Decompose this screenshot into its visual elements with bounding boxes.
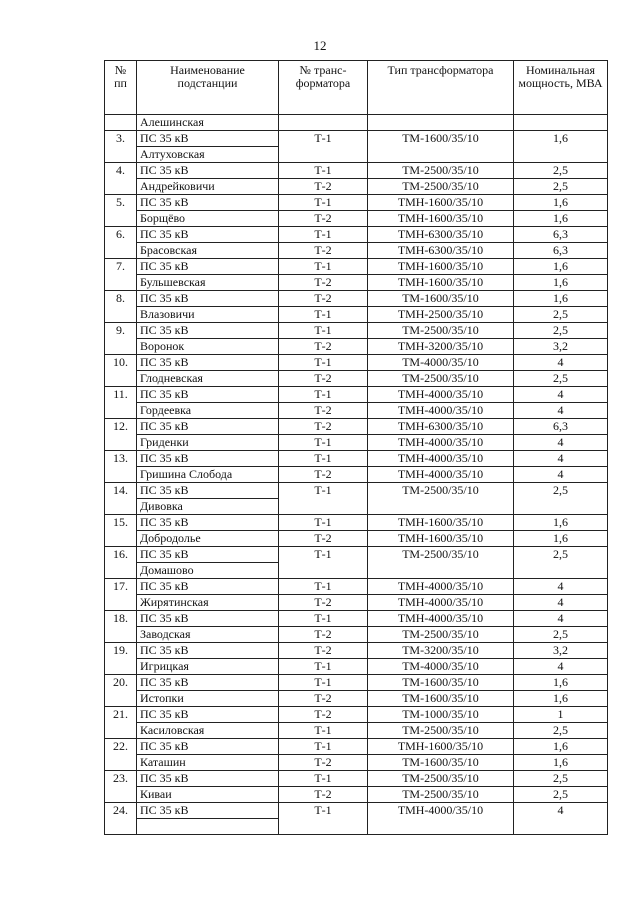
cell-transformer-type: ТМН-3200/35/10: [368, 339, 514, 355]
cell-transformer-type: ТМ-4000/35/10: [368, 355, 514, 371]
table-row: [105, 755, 608, 771]
cell-transformer-type: ТМН-1600/35/10: [368, 275, 514, 291]
cell-substation-type: ПС 35 кВ: [137, 355, 279, 371]
cell-rated-power: 6,3: [514, 419, 608, 435]
cell-transformer-number: Т-1: [279, 387, 368, 403]
table-row: [105, 243, 608, 259]
cell-transformer-number: [279, 115, 368, 131]
cell-number: 19.: [105, 643, 137, 675]
table-row: [105, 163, 608, 179]
table-row: [105, 531, 608, 547]
cell-rated-power: 3,2: [514, 339, 608, 355]
cell-rated-power: 2,5: [514, 323, 608, 339]
cell-rated-power: 1,6: [514, 531, 608, 547]
table-header-row: [105, 61, 608, 115]
cell-rated-power: 1,6: [514, 755, 608, 771]
cell-transformer-type: ТМ-1600/35/10: [368, 755, 514, 771]
cell-transformer-number: Т-1: [279, 771, 368, 787]
cell-number: 16.: [105, 547, 137, 579]
cell-transformer-type: ТМН-4000/35/10: [368, 467, 514, 483]
cell-transformer-type: ТМ-2500/35/10: [368, 163, 514, 179]
substation-table: [104, 60, 608, 835]
cell-substation-name: Гришина Слобода: [137, 467, 279, 483]
table-row: [105, 179, 608, 195]
table-row: [105, 547, 608, 563]
table-row: [105, 371, 608, 387]
cell-substation-name: Истопки: [137, 691, 279, 707]
cell-substation-type: ПС 35 кВ: [137, 611, 279, 627]
cell-transformer-number: Т-1: [279, 723, 368, 739]
table-row: [105, 611, 608, 627]
cell-transformer-type: ТМ-2500/35/10: [368, 787, 514, 803]
cell-transformer-number: Т-1: [279, 515, 368, 531]
cell-transformer-number: Т-1: [279, 803, 368, 835]
cell-rated-power: 1,6: [514, 515, 608, 531]
table-row: [105, 643, 608, 659]
table-row: [105, 291, 608, 307]
cell-transformer-number: Т-2: [279, 643, 368, 659]
cell-substation-name: Каташин: [137, 755, 279, 771]
cell-transformer-number: Т-1: [279, 675, 368, 691]
cell-substation-name: Воронок: [137, 339, 279, 355]
cell-number: 21.: [105, 707, 137, 739]
cell-number: 12.: [105, 419, 137, 451]
header-transformer-number: № транс-форматора: [279, 61, 368, 115]
cell-transformer-type: ТМ-4000/35/10: [368, 659, 514, 675]
cell-substation-type: ПС 35 кВ: [137, 419, 279, 435]
cell-rated-power: [514, 115, 608, 131]
cell-transformer-number: Т-1: [279, 163, 368, 179]
cell-number: 14.: [105, 483, 137, 515]
table-row: [105, 707, 608, 723]
table-row: [105, 675, 608, 691]
cell-number: 10.: [105, 355, 137, 387]
cell-transformer-type: ТМН-4000/35/10: [368, 387, 514, 403]
cell-transformer-type: ТМН-4000/35/10: [368, 435, 514, 451]
cell-transformer-number: Т-1: [279, 451, 368, 467]
table-row: [105, 787, 608, 803]
cell-substation-name: Брасовская: [137, 243, 279, 259]
cell-transformer-number: Т-1: [279, 547, 368, 579]
cell-substation-name: Гриденки: [137, 435, 279, 451]
cell-transformer-type: ТМ-3200/35/10: [368, 643, 514, 659]
table-row: [105, 451, 608, 467]
cell-rated-power: 2,5: [514, 483, 608, 515]
cell-transformer-type: ТМН-4000/35/10: [368, 451, 514, 467]
header-substation-name: Наименование подстанции: [137, 61, 279, 115]
cell-rated-power: 2,5: [514, 179, 608, 195]
cell-transformer-type: ТМН-4000/35/10: [368, 403, 514, 419]
cell-substation-name: Дивовка: [137, 499, 279, 515]
cell-transformer-type: ТМ-2500/35/10: [368, 771, 514, 787]
cell-transformer-type: ТМН-4000/35/10: [368, 611, 514, 627]
cell-transformer-type: ТМН-1600/35/10: [368, 211, 514, 227]
cell-transformer-number: Т-1: [279, 227, 368, 243]
cell-substation-type: ПС 35 кВ: [137, 291, 279, 307]
cell-transformer-type: ТМ-2500/35/10: [368, 371, 514, 387]
cell-substation-type: ПС 35 кВ: [137, 643, 279, 659]
cell-transformer-number: Т-2: [279, 339, 368, 355]
cell-transformer-number: Т-2: [279, 371, 368, 387]
cell-number: 3.: [105, 131, 137, 163]
cell-transformer-type: ТМ-1600/35/10: [368, 131, 514, 163]
cell-rated-power: 1,6: [514, 131, 608, 163]
cell-transformer-number: Т-2: [279, 467, 368, 483]
cell-rated-power: 4: [514, 355, 608, 371]
cell-substation-type: ПС 35 кВ: [137, 707, 279, 723]
cell-transformer-type: ТМН-6300/35/10: [368, 227, 514, 243]
cell-substation-type: ПС 35 кВ: [137, 259, 279, 275]
cell-rated-power: 4: [514, 803, 608, 835]
cell-substation-name: Игрицкая: [137, 659, 279, 675]
cell-number: 4.: [105, 163, 137, 195]
cell-substation-name: Заводская: [137, 627, 279, 643]
cell-transformer-type: ТМ-2500/35/10: [368, 323, 514, 339]
cell-transformer-type: ТМН-2500/35/10: [368, 307, 514, 323]
cell-rated-power: 4: [514, 611, 608, 627]
cell-transformer-number: Т-2: [279, 291, 368, 307]
cell-substation-type: ПС 35 кВ: [137, 387, 279, 403]
cell-substation-type: ПС 35 кВ: [137, 803, 279, 819]
cell-transformer-type: ТМ-2500/35/10: [368, 547, 514, 579]
table-row: [105, 195, 608, 211]
cell-rated-power: 2,5: [514, 371, 608, 387]
cell-transformer-number: Т-1: [279, 195, 368, 211]
cell-rated-power: 6,3: [514, 227, 608, 243]
cell-rated-power: 2,5: [514, 627, 608, 643]
cell-transformer-type: ТМН-1600/35/10: [368, 531, 514, 547]
cell-substation-name: Андрейковичи: [137, 179, 279, 195]
cell-substation-name: Алтуховская: [137, 147, 279, 163]
cell-substation-name: Киваи: [137, 787, 279, 803]
cell-transformer-number: Т-2: [279, 275, 368, 291]
cell-substation-type: ПС 35 кВ: [137, 451, 279, 467]
cell-transformer-number: Т-2: [279, 179, 368, 195]
cell-substation-name: Домашово: [137, 563, 279, 579]
cell-rated-power: 2,5: [514, 547, 608, 579]
cell-transformer-type: ТМ-1000/35/10: [368, 707, 514, 723]
cell-transformer-number: Т-2: [279, 787, 368, 803]
header-number: № пп: [105, 61, 137, 115]
cell-transformer-type: ТМ-2500/35/10: [368, 179, 514, 195]
table-row: [105, 515, 608, 531]
cell-transformer-type: ТМН-1600/35/10: [368, 259, 514, 275]
cell-transformer-type: ТМН-4000/35/10: [368, 579, 514, 595]
table-row: [105, 723, 608, 739]
cell-transformer-type: ТМ-2500/35/10: [368, 723, 514, 739]
table-row: [105, 403, 608, 419]
table-row: [105, 659, 608, 675]
cell-substation-type: ПС 35 кВ: [137, 323, 279, 339]
cell-rated-power: 2,5: [514, 771, 608, 787]
cell-rated-power: 1,6: [514, 211, 608, 227]
table-row: [105, 627, 608, 643]
cell-substation-type: ПС 35 кВ: [137, 483, 279, 499]
cell-transformer-number: Т-1: [279, 355, 368, 371]
cell-substation-type: ПС 35 кВ: [137, 739, 279, 755]
cell-transformer-number: Т-2: [279, 531, 368, 547]
cell-transformer-number: Т-2: [279, 755, 368, 771]
header-rated-power: Номинальная мощность, МВА: [514, 61, 608, 115]
cell-substation-type: ПС 35 кВ: [137, 771, 279, 787]
cell-transformer-number: Т-1: [279, 435, 368, 451]
table-row: [105, 323, 608, 339]
table-row: [105, 483, 608, 499]
cell-substation-name: Влазовичи: [137, 307, 279, 323]
cell-transformer-type: ТМ-1600/35/10: [368, 291, 514, 307]
cell-transformer-number: Т-1: [279, 579, 368, 595]
cell-rated-power: 1,6: [514, 739, 608, 755]
cell-transformer-number: Т-2: [279, 595, 368, 611]
cell-rated-power: 3,2: [514, 643, 608, 659]
header-transformer-type: Тип трансформатора: [368, 61, 514, 115]
cell-transformer-type: ТМН-4000/35/10: [368, 803, 514, 835]
cell-number: 24.: [105, 803, 137, 835]
page-number: 12: [313, 38, 327, 53]
cell-rated-power: 1,6: [514, 195, 608, 211]
cell-transformer-number: Т-1: [279, 739, 368, 755]
cell-rated-power: 1,6: [514, 275, 608, 291]
table-row: [105, 355, 608, 371]
table-row: [105, 211, 608, 227]
cell-rated-power: 4: [514, 579, 608, 595]
cell-rated-power: 2,5: [514, 307, 608, 323]
table-row: [105, 803, 608, 819]
table-row: [105, 227, 608, 243]
cell-number: 20.: [105, 675, 137, 707]
cell-transformer-number: Т-1: [279, 323, 368, 339]
cell-rated-power: 4: [514, 435, 608, 451]
table-row: [105, 435, 608, 451]
cell-substation-name: Гордеевка: [137, 403, 279, 419]
cell-substation-name: Глодневская: [137, 371, 279, 387]
cell-substation-name: Касиловская: [137, 723, 279, 739]
cell-rated-power: 1,6: [514, 291, 608, 307]
cell-transformer-type: ТМН-4000/35/10: [368, 595, 514, 611]
cell-transformer-type: [368, 115, 514, 131]
cell-number: 8.: [105, 291, 137, 323]
cell-transformer-type: ТМ-2500/35/10: [368, 627, 514, 643]
cell-rated-power: 1: [514, 707, 608, 723]
table-row: [105, 771, 608, 787]
cell-transformer-type: ТМН-1600/35/10: [368, 515, 514, 531]
table-row: [105, 467, 608, 483]
cell-number: 9.: [105, 323, 137, 355]
cell-substation-name: Жирятинская: [137, 595, 279, 611]
cell-substation-type: ПС 35 кВ: [137, 547, 279, 563]
cell-substation-type: ПС 35 кВ: [137, 163, 279, 179]
table-row: [105, 579, 608, 595]
cell-substation-type: ПС 35 кВ: [137, 675, 279, 691]
cell-rated-power: 6,3: [514, 243, 608, 259]
cell-substation-type: ПС 35 кВ: [137, 131, 279, 147]
table-row: [105, 595, 608, 611]
cell-substation-name: [137, 819, 279, 835]
table-row: [105, 259, 608, 275]
cell-transformer-number: Т-2: [279, 707, 368, 723]
cell-number: [105, 115, 137, 131]
cell-substation-type: ПС 35 кВ: [137, 195, 279, 211]
cell-transformer-number: Т-1: [279, 259, 368, 275]
table-row: [105, 419, 608, 435]
cell-rated-power: 4: [514, 403, 608, 419]
table-row: [105, 307, 608, 323]
cell-substation-type: ПС 35 кВ: [137, 579, 279, 595]
cell-transformer-number: Т-2: [279, 627, 368, 643]
cell-rated-power: 2,5: [514, 163, 608, 179]
cell-rated-power: 4: [514, 595, 608, 611]
cell-transformer-type: ТМН-1600/35/10: [368, 739, 514, 755]
cell-transformer-number: Т-2: [279, 419, 368, 435]
cell-transformer-type: ТМ-1600/35/10: [368, 691, 514, 707]
cell-transformer-number: Т-2: [279, 403, 368, 419]
cell-transformer-number: Т-1: [279, 483, 368, 515]
cell-transformer-number: Т-2: [279, 243, 368, 259]
cell-rated-power: 4: [514, 451, 608, 467]
cell-transformer-number: Т-1: [279, 307, 368, 323]
cell-transformer-type: ТМ-2500/35/10: [368, 483, 514, 515]
cell-transformer-number: Т-1: [279, 131, 368, 163]
cell-number: 7.: [105, 259, 137, 291]
cell-number: 18.: [105, 611, 137, 643]
table-row: [105, 739, 608, 755]
table-row: [105, 387, 608, 403]
cell-rated-power: 2,5: [514, 787, 608, 803]
cell-substation-name: Борщёво: [137, 211, 279, 227]
cell-number: 15.: [105, 515, 137, 547]
cell-transformer-number: Т-2: [279, 211, 368, 227]
cell-rated-power: 1,6: [514, 259, 608, 275]
cell-transformer-number: Т-1: [279, 659, 368, 675]
cell-number: 23.: [105, 771, 137, 803]
cell-rated-power: 2,5: [514, 723, 608, 739]
cell-substation-type: ПС 35 кВ: [137, 515, 279, 531]
cell-rated-power: 4: [514, 467, 608, 483]
cell-number: 6.: [105, 227, 137, 259]
cell-number: 13.: [105, 451, 137, 483]
cell-substation-name: Бульшевская: [137, 275, 279, 291]
cell-rated-power: 1,6: [514, 691, 608, 707]
cell-transformer-type: ТМН-1600/35/10: [368, 195, 514, 211]
cell-number: 11.: [105, 387, 137, 419]
table-row: [105, 275, 608, 291]
cell-transformer-type: ТМ-1600/35/10: [368, 675, 514, 691]
table-row: [105, 339, 608, 355]
cell-rated-power: 4: [514, 387, 608, 403]
cell-rated-power: 1,6: [514, 675, 608, 691]
cell-transformer-type: ТМН-6300/35/10: [368, 419, 514, 435]
cell-transformer-number: Т-1: [279, 611, 368, 627]
continuation-row: [105, 115, 608, 131]
cell-substation-name: Добродолье: [137, 531, 279, 547]
cell-transformer-number: Т-2: [279, 691, 368, 707]
table-row: [105, 131, 608, 147]
cell-number: 17.: [105, 579, 137, 611]
table-body: [105, 115, 608, 835]
cell-number: 22.: [105, 739, 137, 771]
cell-substation-type: ПС 35 кВ: [137, 227, 279, 243]
cell-transformer-type: ТМН-6300/35/10: [368, 243, 514, 259]
cell-substation-name: Алешинская: [137, 115, 279, 131]
cell-number: 5.: [105, 195, 137, 227]
cell-rated-power: 4: [514, 659, 608, 675]
table-row: [105, 691, 608, 707]
